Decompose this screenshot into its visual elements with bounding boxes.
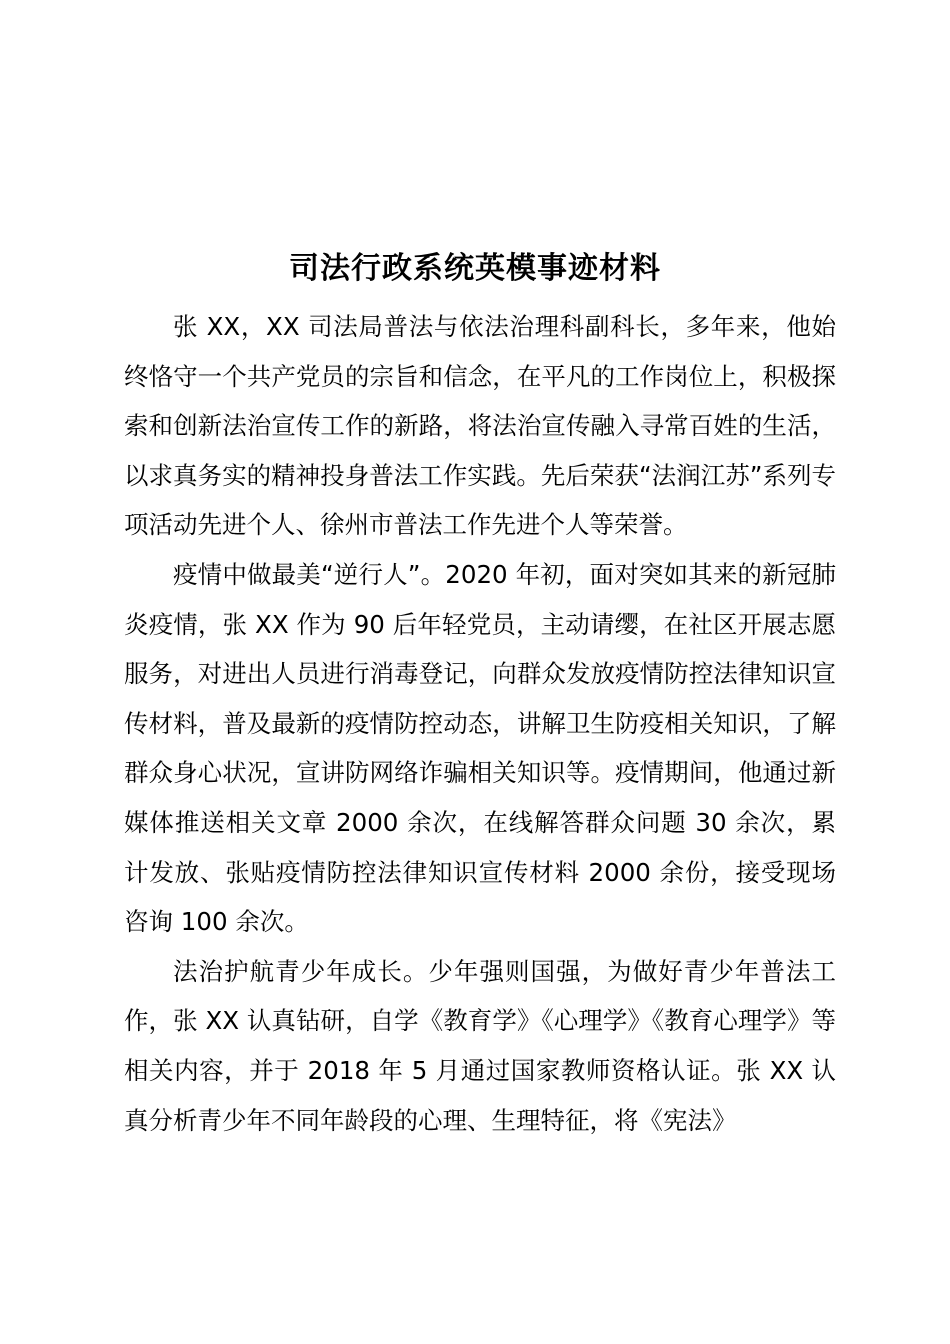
paragraph-intro: 张 XX，XX 司法局普法与依法治理科副科长，多年来，他始终恪守一个共产党员的宗旨和信念，在平凡的工作岗位上，积极探索和创新法治宣传工作的新路，将法治宣传融入寻常百姓的生活，以求真务实的精神投身普法工作实践。先后荣获“法润江苏”系列专项活动先进个人、徐州市普法工作先进个人等荣誉。 (124, 312, 836, 540)
paragraph-youth: 法治护航青少年成长。少年强则国强，为做好青少年普法工作，张 XX 认真钻研，自学《教育学》《心理学》《教育心理学》等相关内容，并于 2018 年 5 月通过国家教师资格认证。张 XX 认真分析青少年不同年龄段的心理、生理特征，将《宪法》 (124, 956, 836, 1135)
document-body (124, 302, 836, 1145)
document-title: 司法行政系统英模事迹材料 (289, 251, 661, 287)
paragraph-epidemic: 疫情中做最美“逆行人”。2020 年初，面对突如其来的新冠肺炎疫情，张 XX 作为 90 后年轻党员，主动请缨，在社区开展志愿服务，对进出人员进行消毒登记，向群众发放疫情防控法律知识宣传材料，普及最新的疫情防控动态，讲解卫生防疫相关知识，了解群众身心状况，宣讲防网络诈骗相关知识等。疫情期间，他通过新媒体推送相关文章 2000 余次，在线解答群众问题 30 余次，累计发放、张贴疫情防控法律知识宣传材料 2000 余份，接受现场咨询 100 余次。 (124, 559, 836, 937)
